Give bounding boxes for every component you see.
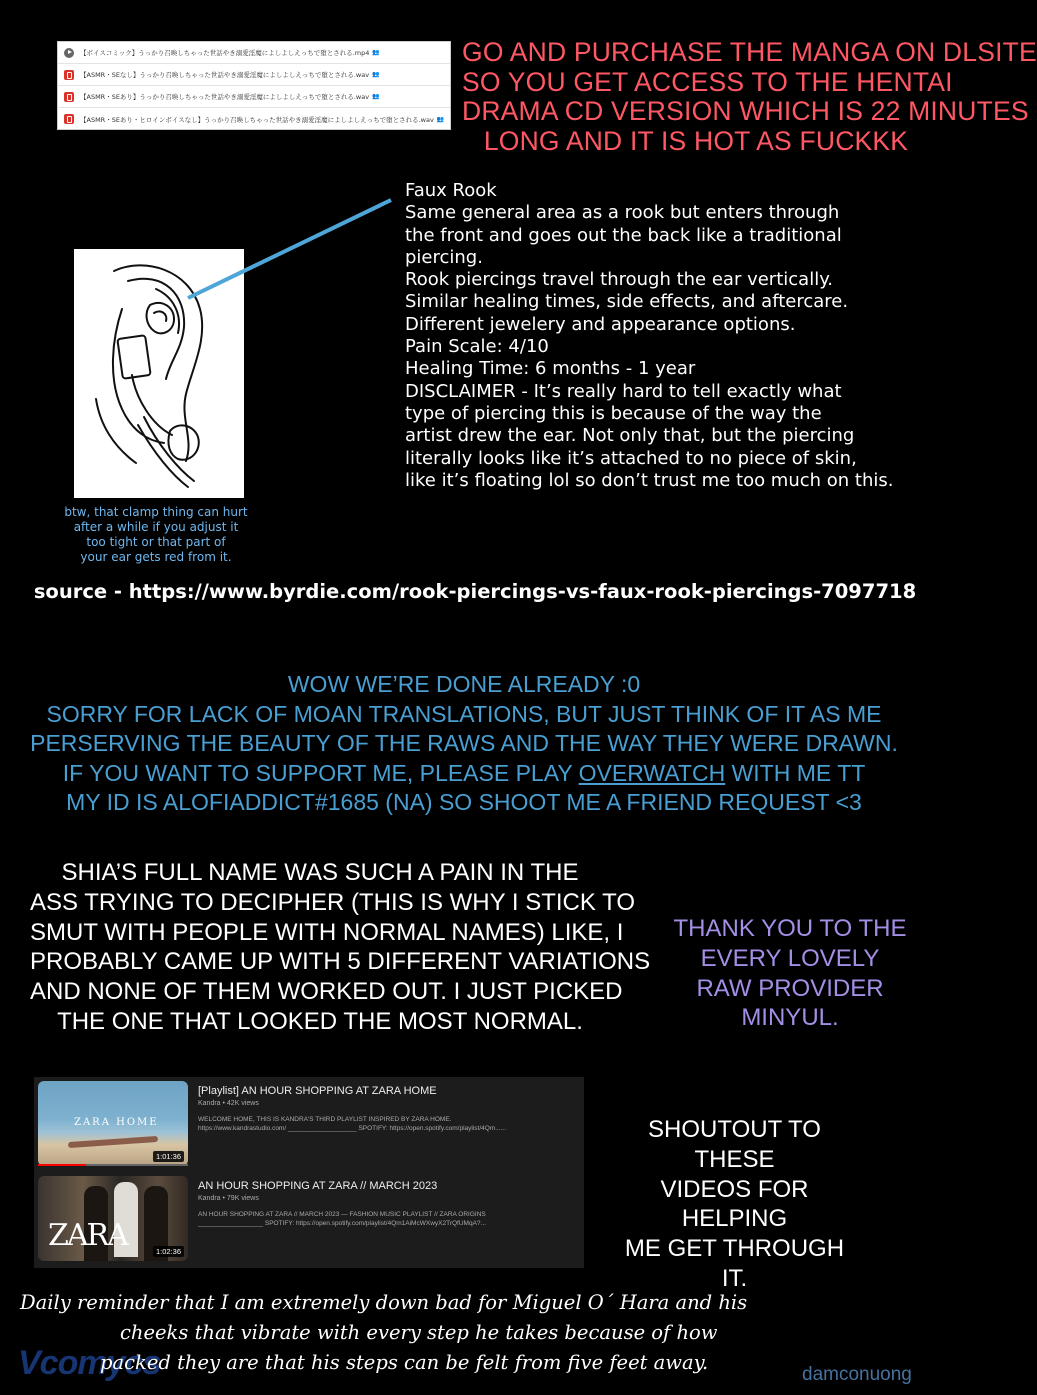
video-description [198, 1115, 568, 1133]
reminder-line: cheeks that vibrate with every step he takes because of how [120, 1321, 718, 1344]
info-line: Similar healing times, side effects, and aftercare. [405, 291, 849, 313]
shoutout-line: IT. [721, 1264, 748, 1292]
clamp-note-line: after a while if you adjust it [73, 520, 239, 534]
note-line: PROBABLY CAME UP WITH 5 DIFFERENT VARIATIONS [30, 948, 651, 976]
thumbnail-brand: ZARA HOME [74, 1117, 159, 1128]
video-duration: 1:01:36 [153, 1151, 184, 1162]
file-name: 【ボイスコミック】うっかり召喚しちゃった世話やき溺愛淫魔によしよしえっちで堕とされる.mp4 [80, 49, 370, 57]
file-row[interactable] [58, 108, 450, 130]
daily-reminder [20, 1288, 820, 1378]
description-line: AN HOUR SHOPPING AT ZARA // MARCH 2023 — FASHION MUSIC PLAYLIST // ZARA ORIGINS [198, 1211, 486, 1218]
video-meta: Kandra • 42K views [198, 1100, 259, 1107]
watch-progress-fill [38, 1164, 86, 1166]
description-line: WELCOME HOME, THIS IS KANDRA'S THIRD PLAYLIST INSPIRED BY ZARA HOME. [198, 1116, 452, 1123]
video-item[interactable] [34, 1077, 584, 1169]
file-name: 【ASMR・SEあり・ヒロインボイスなし】うっかり召喚しちゃった世話やき溺愛淫魔によしよしえっちで堕とされる.wav [80, 115, 434, 124]
info-pain-scale: Pain Scale: 4/10 [405, 336, 549, 358]
info-line: type of piercing this is because of the way the [405, 402, 822, 424]
watch-progress-bar [38, 1164, 188, 1166]
clamp-note-line: your ear gets red from it. [80, 550, 232, 564]
video-item[interactable] [34, 1172, 584, 1264]
note-line: AND NONE OF THEM WORKED OUT. I JUST PICKED [30, 978, 623, 1006]
note-line: THE ONE THAT LOOKED THE MOST NORMAL. [57, 1007, 583, 1035]
clamp-note [56, 505, 256, 565]
file-row[interactable] [58, 86, 450, 108]
info-line: Different jewelery and appearance options. [405, 313, 796, 335]
video-title[interactable]: AN HOUR SHOPPING AT ZARA // MARCH 2023 [198, 1180, 438, 1192]
info-title: Faux Rook [405, 180, 497, 201]
reminder-line: packed they are that his steps can be felt from five feet away. [100, 1351, 709, 1374]
thanks-line: MINYUL. [741, 1004, 839, 1032]
note-line: SMUT WITH PEOPLE WITH NORMAL NAMES) LIKE, I [30, 918, 624, 946]
name-note [30, 858, 651, 1037]
shoutout-line: VIDEOS FOR HELPING [660, 1175, 809, 1233]
video-meta: Kandra • 79K views [198, 1195, 259, 1202]
audio-file-icon [64, 70, 74, 80]
video-duration: 1:02:36 [153, 1246, 184, 1257]
info-line: literally looks like it’s attached to no piece of skin, [405, 447, 857, 469]
source-link[interactable]: source - https://www.byrdie.com/rook-piercings-vs-faux-rook-piercings-7097718 [33, 580, 917, 603]
file-row[interactable] [58, 64, 450, 86]
watermark-right: damconuong [802, 1364, 912, 1385]
description-line: https://www.kandrastudio.com/ ___________________ SPOTIFY: https://open.spotify.com/playlist/4Qm...... [198, 1125, 507, 1132]
shared-people-icon: 👥 [372, 71, 380, 78]
promo-line: DRAMA CD VERSION WHICH IS 22 MINUTES [462, 96, 1029, 126]
watermark-left: Vcomycs [18, 1344, 161, 1382]
message-line [20, 759, 908, 789]
message-line: PERSERVING THE BEAUTY OF THE RAWS AND THE WAY THEY WERE DRAWN. [30, 730, 898, 756]
promo-line: SO YOU GET ACCESS TO THE HENTAI [462, 66, 953, 97]
clamp-note-line: too tight or that part of [86, 535, 226, 549]
file-name: 【ASMR・SEあり】うっかり召喚しちゃった世話やき溺愛淫魔によしよしえっちで堕とされる.wav [80, 93, 370, 101]
info-healing-time: Healing Time: 6 months - 1 year [405, 358, 696, 380]
note-line: SHIA’S FULL NAME WAS SUCH A PAIN IN THE [61, 859, 579, 886]
audio-file-icon [64, 92, 74, 102]
file-list-panel [57, 41, 451, 130]
ear-illustration [74, 249, 244, 498]
thanks-line: RAW PROVIDER [696, 974, 884, 1002]
info-line: piercing. [405, 246, 483, 268]
thumbnail-brand: ZARA [48, 1218, 127, 1253]
message-line: SORRY FOR LACK OF MOAN TRANSLATIONS, BUT JUST THINK OF IT AS ME [46, 700, 882, 727]
clamp-note-line: btw, that clamp thing can hurt [64, 505, 248, 519]
shared-people-icon: 👥 [372, 93, 380, 100]
file-name: 【ASMR・SEなし】うっかり召喚しちゃった世話やき溺愛淫魔によしよしえっちで堕とされる.wav [80, 71, 370, 79]
message-text: WITH ME TT [725, 759, 866, 786]
thanks-line: EVERY LOVELY [700, 944, 880, 972]
thanks-note [670, 914, 910, 1033]
file-row[interactable] [58, 42, 450, 64]
video-list [34, 1077, 584, 1268]
description-line: __________________ SPOTIFY: https://open.spotify.com/playlist/4Qm1AiMcWXwyX2TrQfUMqA?... [198, 1220, 486, 1227]
promo-line: LONG AND IT IS HOT AS FUCKKK [483, 125, 909, 156]
video-thumbnail[interactable] [38, 1176, 188, 1261]
info-line: DISCLAIMER - It’s really hard to tell exactly what [405, 380, 842, 402]
translator-message [20, 670, 908, 818]
info-line: artist drew the ear. Not only that, but the piercing [405, 425, 855, 447]
shoutout-line: SHOUTOUT TO THESE [648, 1116, 821, 1173]
shoutout-note [612, 1115, 857, 1294]
promo-line: GO AND PURCHASE THE MANGA ON DLSITE [462, 37, 1037, 67]
thanks-line: THANK YOU TO THE [673, 915, 907, 942]
shoutout-line: ME GET THROUGH [624, 1235, 845, 1263]
info-line: the front and goes out the back like a traditional [405, 224, 842, 246]
play-icon [64, 48, 74, 58]
message-line: WOW WE’RE DONE ALREADY :0 [287, 671, 641, 697]
note-line: ASS TRYING TO DECIPHER (THIS IS WHY I STICK TO [30, 888, 636, 916]
info-line: Same general area as a rook but enters through [405, 202, 840, 224]
message-text: IF YOU WANT TO SUPPORT ME, PLEASE PLAY [62, 759, 579, 786]
thumbnail-figure [68, 1136, 158, 1148]
promo-text [462, 37, 1037, 156]
video-title[interactable]: [Playlist] AN HOUR SHOPPING AT ZARA HOME [198, 1085, 437, 1097]
video-thumbnail[interactable] [38, 1081, 188, 1166]
message-line: MY ID IS ALOFIADDICT#1685 (NA) SO SHOOT ME A FRIEND REQUEST <3 [66, 789, 862, 815]
info-line: like it’s floating lol so don’t trust me too much on this. [405, 469, 894, 491]
reminder-line: Daily reminder that I am extremely down bad for Miguel O´ Hara and his [20, 1291, 748, 1314]
piercing-info [405, 180, 935, 492]
info-line: Rook piercings travel through the ear vertically. [405, 269, 834, 291]
audio-file-icon [64, 114, 74, 124]
shared-people-icon: 👥 [372, 49, 380, 56]
shared-people-icon: 👥 [436, 115, 445, 123]
overwatch-link[interactable]: OVERWATCH [578, 759, 726, 786]
video-description [198, 1210, 568, 1228]
